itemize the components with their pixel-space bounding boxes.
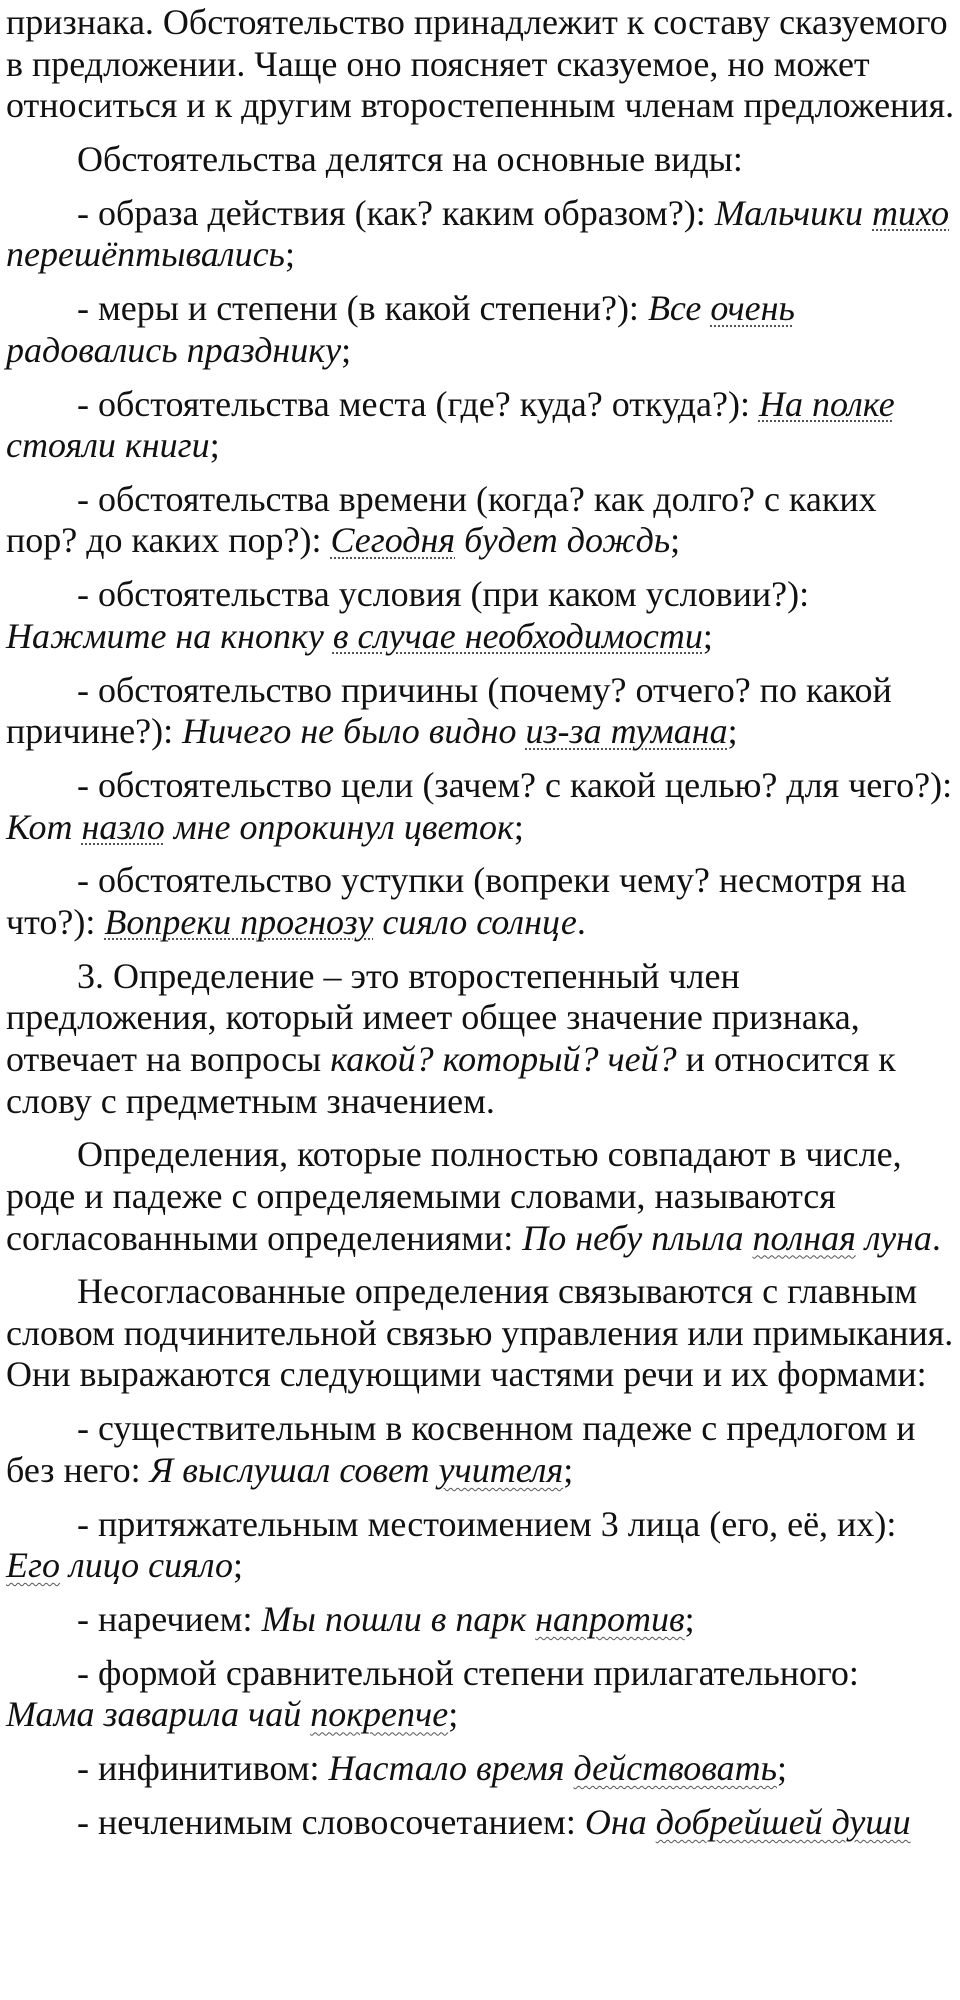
adverbial-label: - меры и степени (в какой степени?): [77,288,648,329]
intro-paragraph: признака. Обстоятельство принадлежит к составу сказуемого в предложении. Чаще оно поясняет сказуемое, но может относиться и к другим второстепенным членам предложения. [6,2,955,126]
definition-questions: какой? который? чей? [330,1038,677,1079]
definition-marked-word: действовать [573,1748,777,1789]
non-agreed-definitions-paragraph: Несогласованные определения связываются с главным словом подчинительной связью управления или примыкания. Они выражаются следующими частями речи и их формами: [6,1271,954,1395]
adverbial-item-place: - обстоятельства места (где? куда? откуда?): На полке стояли книги; [6,383,895,466]
adverbial-label: - обстоятельства условия (при каком условии?): [77,574,810,615]
adverbial-marked-word: На полке [758,383,895,424]
adverbial-label: - обстоятельства времени (когда? как долго? с каких пор? до каких пор?): [6,478,877,561]
example-text: На полке стояли книги [6,383,895,466]
adverbial-marked-word: Сегодня [330,520,456,561]
form-label: - существительным в косвенном падеже с предлогом и без него: [6,1408,916,1490]
adverbial-label: - образа действия (как? каким образом?): [77,192,715,233]
example-text: Кот назло мне опрокинул цветок [6,806,514,847]
definition-marked-word: полная [752,1217,856,1258]
form-label: - инфинитивом: [77,1748,329,1789]
example-text: Она добрейшей души [584,1801,911,1842]
adverbial-item-purpose: - обстоятельство цели (зачем? с какой целью? для чего?): Кот назло мне опрокинул цветок; [6,765,953,847]
adverbial-item-cause: - обстоятельство причины (почему? отчего? по какой причине?): Ничего не было видно из-за тумана; [6,669,892,752]
document-page [6,2,956,1856]
example-text: Ничего не было видно из-за тумана [182,711,728,752]
form-item-infinitive: - инфинитивом: Настало время действовать; [77,1748,788,1789]
example-text: Вопреки прогнозу сияло солнце [104,901,577,942]
definition-forms-list [6,1408,956,1843]
adverbial-marked-word: тихо [872,192,950,233]
adverbial-item-time: - обстоятельства времени (когда? как долго? с каких пор? до каких пор?): Сегодня будет дождь; [6,478,877,561]
example-text: Нажмите на кнопку в случае необходимости [6,615,703,656]
adverbial-item-manner: - образа действия (как? каким образом?): Мальчики тихо перешёптывались; [6,192,950,275]
form-item-phrase [6,1802,956,1844]
adverbial-label: - обстоятельство цели (зачем? с какой целью? для чего?): [77,765,953,805]
example-text: По небу плыла полная луна [522,1217,932,1258]
definition-paragraph: 3. Определение – это второстепенный член предложения, который имеет общее значение признака, отвечает на вопросы какой? который? чей? и относится к слову с предметным значением. [6,955,896,1121]
adverbials-heading: Обстоятельства делятся на основные виды: [77,138,743,179]
example-text: Настало время действовать [328,1748,777,1789]
form-item-adverb: - наречием: Мы пошли в парк напротив; [77,1599,695,1639]
definition-marked-word: покрепче [310,1694,449,1735]
definition-marked-word: учителя [438,1449,564,1490]
adverbial-label: - обстоятельства места (где? куда? откуда?): [77,383,759,424]
adverbial-marked-word: очень [710,288,795,329]
agreed-definitions-paragraph: Определения, которые полностью совпадают в числе, роде и падеже с определяемыми словами, называются согласованными определениями: По небу плыла полная луна. [6,1134,941,1258]
form-label: - нечленимым словосочетанием: [77,1801,585,1842]
example-text: Мальчики тихо перешёптывались [6,192,950,275]
definition-marked-word: Его [6,1545,61,1586]
adverbial-marked-word: в случае необходимости [332,615,703,656]
example-text: Мы пошли в парк напротив [261,1599,685,1639]
form-label: - притяжательным местоимением 3 лица (его, её, их): [77,1503,897,1544]
adverbial-marked-word: из-за тумана [525,711,728,752]
form-label: - формой сравнительной степени прилагательного: [77,1652,859,1693]
example-text: Я выслушал совет учителя [149,1449,564,1490]
adverbial-label: - обстоятельство уступки (вопреки чему? несмотря на что?): [6,860,907,942]
form-item-pronoun: - притяжательным местоимением 3 лица (его, её, их): Его лицо сияло; [6,1503,897,1586]
definition-marked-word: добрейшей души [655,1801,911,1842]
form-label: - наречием: [77,1599,262,1639]
form-item-noun: - существительным в косвенном падеже с предлогом и без него: Я выслушал совет учителя; [6,1408,916,1490]
adverbial-marked-word: назло [81,806,165,847]
adverbial-marked-word: Вопреки прогнозу [104,901,374,942]
example-text: Сегодня будет дождь [330,520,671,561]
adverbial-types-list [6,193,956,944]
form-item-comparative: - формой сравнительной степени прилагательного: Мама заварила чай покрепче; [6,1652,859,1735]
adverbial-label: - обстоятельство причины (почему? отчего? по какой причине?): [6,669,892,752]
adverbial-item-condition: - обстоятельства условия (при каком условии?): Нажмите на кнопку в случае необходимости; [6,574,810,656]
adverbial-item-degree: - меры и степени (в какой степени?): Все очень радовались празднику; [6,288,795,370]
example-text: Его лицо сияло [6,1545,234,1586]
example-text: Мама заварила чай покрепче [6,1694,449,1735]
definition-marked-word: напротив [535,1599,685,1639]
adverbial-item-concession: - обстоятельство уступки (вопреки чему? несмотря на что?): Вопреки прогнозу сияло солнце. [6,860,907,942]
example-text: Все очень радовались празднику [6,288,795,370]
